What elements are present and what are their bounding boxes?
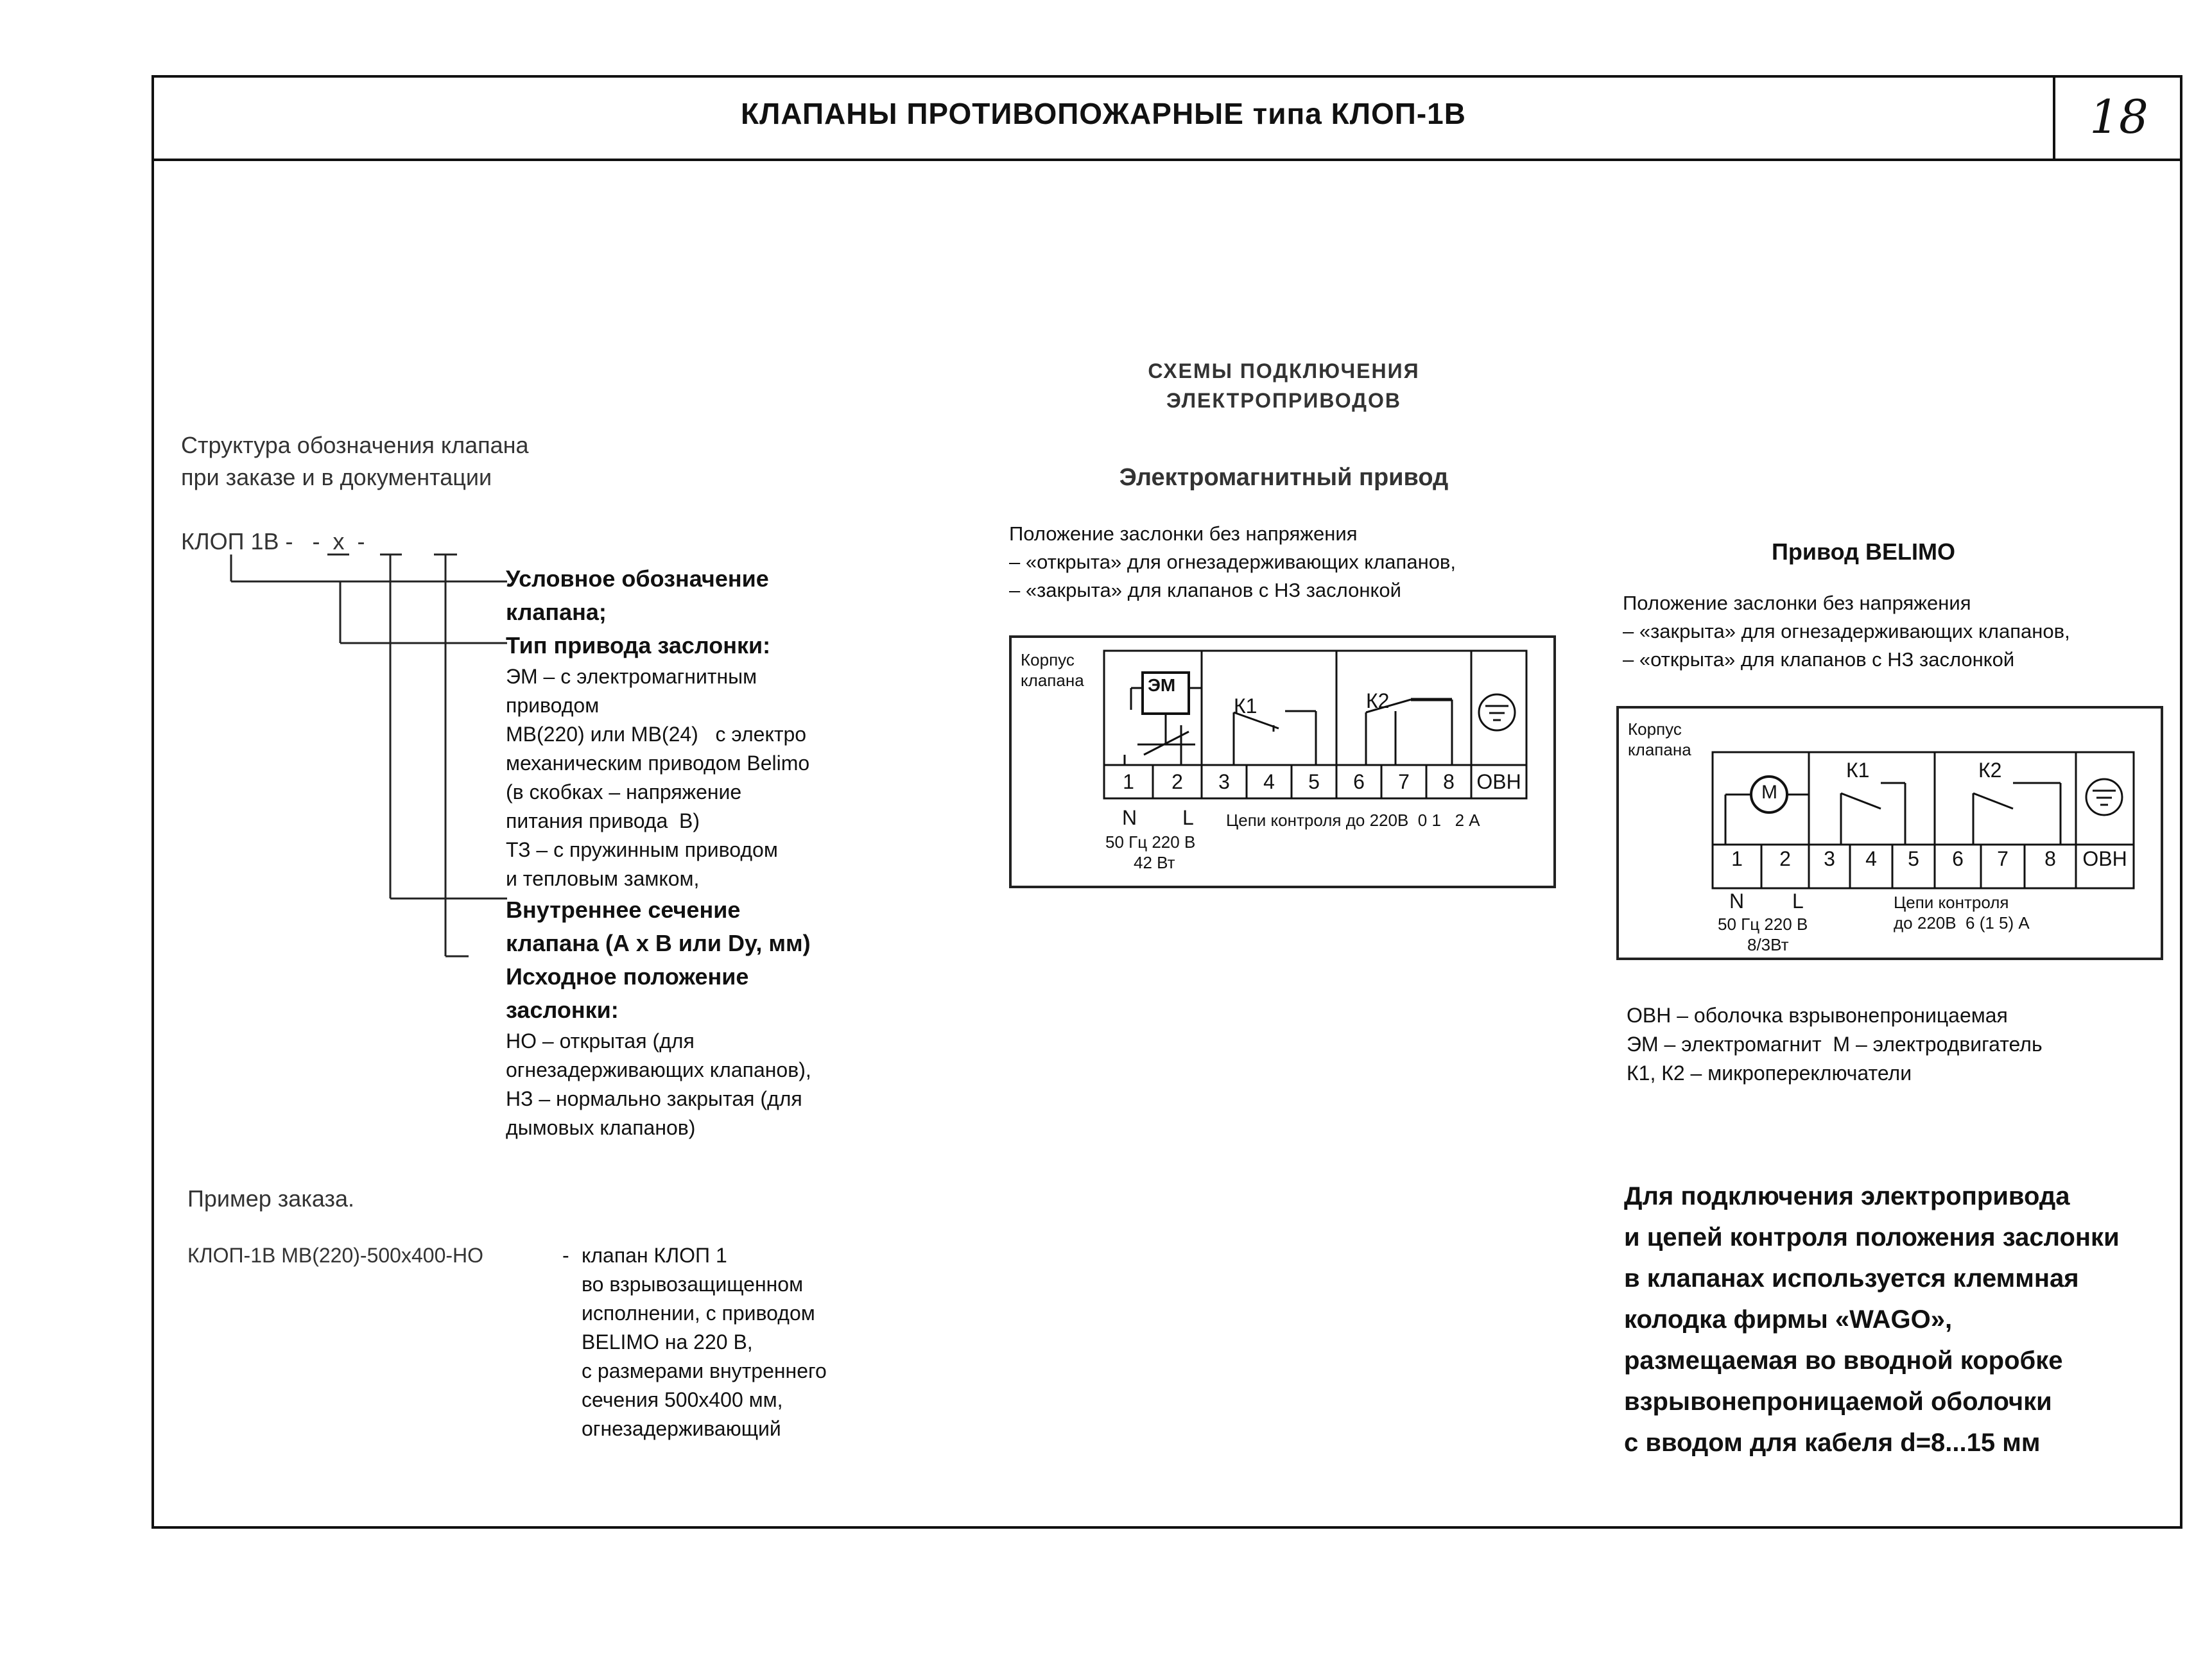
em-housing-line2: клапана (1021, 671, 1084, 690)
structure-item: приводом (506, 694, 600, 717)
example-line: во взрывозащищенном (582, 1273, 804, 1296)
em-terminal: 4 (1263, 770, 1275, 793)
example-line: исполнении, с приводом (582, 1302, 815, 1325)
structure-item: и тепловым замком, (506, 867, 700, 890)
em-position-line: – «закрыта» для клапанов с НЗ заслонкой (1009, 579, 1401, 601)
belimo-control-line2: до 220В 6 (1 5) А (1894, 913, 2030, 933)
wago-note-line: колодка фирмы «WAGO», (1624, 1305, 1953, 1334)
structure-bracket-lines (212, 552, 507, 963)
wago-note (1624, 1176, 2120, 1463)
wago-note-line: и цепей контроля положения заслонки (1624, 1223, 2120, 1251)
example-description (582, 1241, 827, 1443)
structure-items (506, 562, 811, 1142)
structure-item: Тип привода заслонки: (506, 632, 771, 658)
structure-item: клапана; (506, 599, 607, 625)
belimo-terminal: 3 (1824, 847, 1835, 870)
legend-line: ОВН – оболочка взрывонепроницаемая (1627, 1004, 2008, 1027)
wago-note-line: размещаемая во вводной коробке (1624, 1346, 2063, 1375)
belimo-k2-label: К2 (1978, 759, 2002, 782)
belimo-n-label: N (1729, 890, 1745, 913)
em-n-label: N (1122, 806, 1137, 829)
wago-note-line: с вводом для кабеля d=8...15 мм (1624, 1429, 2041, 1457)
page-title: КЛАПАНЫ ПРОТИВОПОЖАРНЫЕ типа КЛОП-1В (741, 97, 1466, 130)
schemes-title-line1: СХЕМЫ ПОДКЛЮЧЕНИЯ (1148, 359, 1420, 383)
wago-note-line: Для подключения электропривода (1624, 1182, 2070, 1210)
belimo-housing-line1: Корпус (1628, 719, 1682, 739)
em-terminal: 7 (1398, 770, 1410, 793)
example-line: BELIMO на 220 В, (582, 1330, 753, 1354)
belimo-terminal: 5 (1908, 847, 1919, 870)
em-position-text (1009, 520, 1456, 605)
belimo-supply-line1: 50 Гц 220 В (1718, 915, 1808, 934)
structure-item: питания привода В) (506, 809, 700, 832)
structure-item: механическим приводом Belimo (506, 752, 810, 775)
structure-item: Внутреннее сечение (506, 897, 741, 923)
belimo-k1-label: К1 (1846, 759, 1870, 782)
belimo-terminal: ОВН (2082, 847, 2127, 870)
structure-item: НЗ – нормально закрытая (для (506, 1087, 802, 1110)
example-line: сечения 500х400 мм, (582, 1388, 783, 1411)
example-title: Пример заказа. (187, 1185, 355, 1212)
structure-item: огнезадерживающих клапанов), (506, 1058, 811, 1081)
example-code: КЛОП-1В МВ(220)-500х400-НО (187, 1244, 484, 1267)
belimo-position-line: – «закрыта» для огнезадерживающих клапанов, (1623, 620, 2070, 642)
em-terminal: 2 (1171, 770, 1183, 793)
em-k1-label: К1 (1234, 694, 1257, 718)
structure-item: дымовых клапанов) (506, 1116, 696, 1139)
header-divider (151, 159, 2182, 161)
belimo-control-line1: Цепи контроля (1894, 893, 2009, 912)
structure-item: заслонки: (506, 997, 619, 1023)
structure-item: Исходное положение (506, 963, 749, 990)
structure-item: (в скобках – напряжение (506, 780, 742, 804)
em-position-line: Положение заслонки без напряжения (1009, 522, 1358, 545)
structure-item: НО – открытая (для (506, 1029, 695, 1053)
belimo-motor-label: М (1761, 782, 1777, 803)
em-terminal: ОВН (1476, 770, 1521, 793)
em-solenoid-label: ЭМ (1148, 675, 1176, 695)
em-drive-title: Электромагнитный привод (1119, 464, 1449, 491)
structure-item: МВ(220) или МВ(24) с электро (506, 723, 807, 746)
belimo-terminal: 4 (1865, 847, 1877, 870)
belimo-position-text (1623, 589, 2070, 674)
em-supply-line2: 42 Вт (1134, 853, 1175, 872)
structure-title-line2: при заказе и в документации (181, 464, 492, 490)
belimo-terminal: 2 (1779, 847, 1791, 870)
structure-item: клапана (А х В или Dу, мм) (506, 930, 811, 956)
em-supply-line1: 50 Гц 220 В (1105, 832, 1196, 852)
em-housing-line1: Корпус (1021, 650, 1075, 669)
em-terminal: 6 (1353, 770, 1365, 793)
belimo-terminal: 1 (1731, 847, 1743, 870)
em-terminal: 8 (1443, 770, 1455, 793)
structure-item: Условное обозначение (506, 565, 769, 592)
page-number: 18 (2089, 90, 2148, 144)
em-k2-label: К2 (1366, 689, 1390, 712)
belimo-position-line: Положение заслонки без напряжения (1623, 592, 1971, 614)
belimo-l-label: L (1792, 890, 1804, 913)
legend-line: ЭМ – электромагнит М – электродвигатель (1627, 1033, 2043, 1056)
em-terminal: 3 (1218, 770, 1230, 793)
legend (1627, 1001, 2043, 1088)
example-line: клапан КЛОП 1 (582, 1244, 727, 1267)
em-terminal: 1 (1123, 770, 1134, 793)
belimo-diagram-schematic (1616, 706, 2163, 960)
em-l-label: L (1182, 806, 1194, 829)
wago-note-line: взрывонепроницаемой оболочки (1624, 1388, 2052, 1416)
structure-code: КЛОП 1В - - х - (181, 528, 365, 555)
em-terminal: 5 (1308, 770, 1320, 793)
em-control-text: Цепи контроля до 220В 0 1 2 А (1226, 811, 1480, 830)
structure-item: ТЗ – с пружинным приводом (506, 838, 778, 861)
em-position-line: – «открыта» для огнезадерживающих клапанов, (1009, 551, 1456, 573)
example-line: с размерами внутреннего (582, 1359, 827, 1382)
belimo-supply-line2: 8/3Вт (1747, 935, 1789, 954)
wago-note-line: в клапанах используется клеммная (1624, 1264, 2079, 1293)
belimo-terminal: 7 (1997, 847, 2009, 870)
belimo-title: Привод BELIMO (1772, 538, 1956, 565)
em-diagram-schematic (1009, 635, 1556, 888)
structure-title-line1: Структура обозначения клапана (181, 432, 529, 458)
belimo-position-line: – «открыта» для клапанов с НЗ заслонкой (1623, 648, 2015, 671)
belimo-housing-line2: клапана (1628, 740, 1691, 759)
example-line: огнезадерживающий (582, 1417, 781, 1440)
legend-line: К1, К2 – микропереключатели (1627, 1062, 1912, 1085)
schemes-title-line2: ЭЛЕКТРОПРИВОДОВ (1166, 389, 1401, 412)
example-dash: - (562, 1244, 569, 1267)
structure-item: ЭМ – с электромагнитным (506, 665, 757, 688)
belimo-terminal: 8 (2044, 847, 2056, 870)
belimo-terminal: 6 (1952, 847, 1964, 870)
